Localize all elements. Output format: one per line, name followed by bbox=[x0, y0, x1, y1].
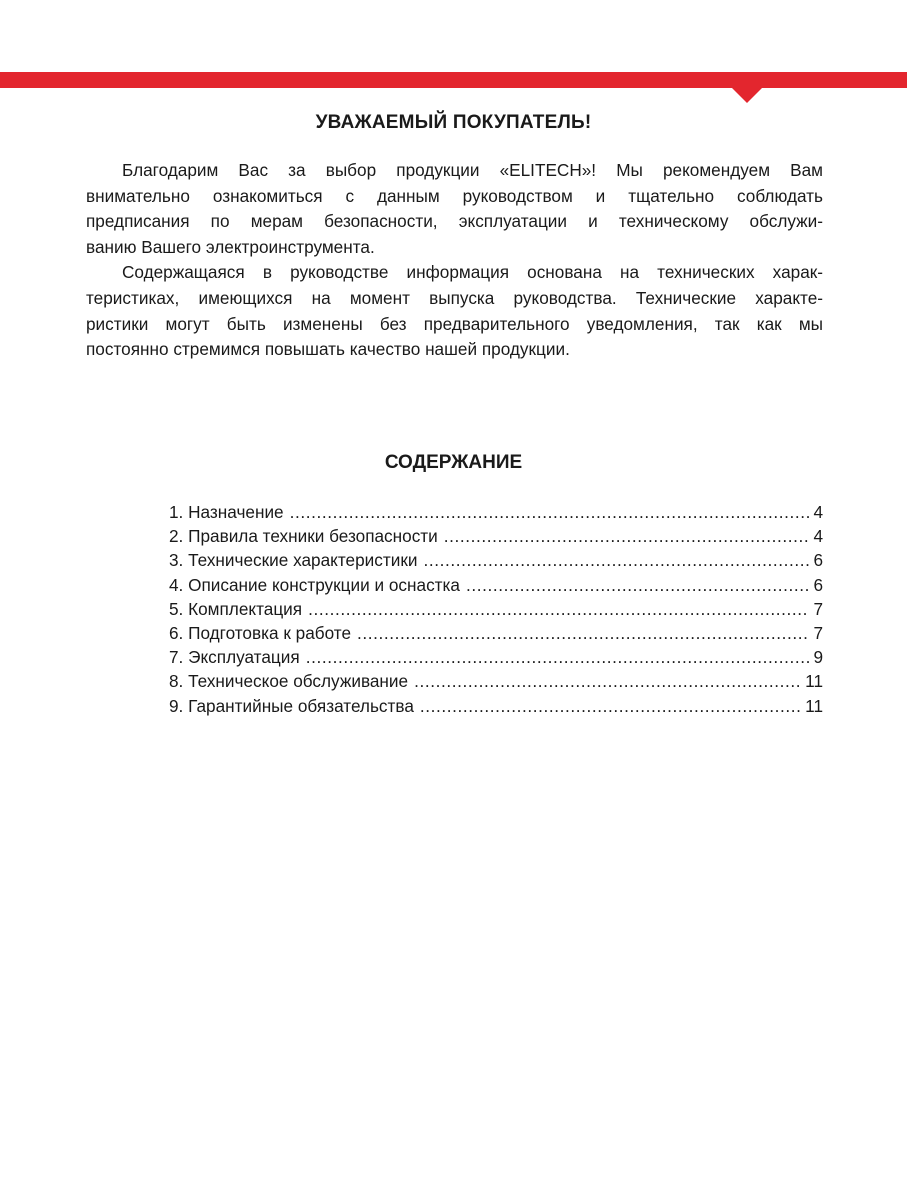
toc-item-label: 8. Техническое обслуживание bbox=[169, 671, 409, 692]
toc-item-label: 3. Технические характеристики bbox=[169, 550, 418, 571]
toc-leader-dots bbox=[423, 548, 809, 572]
toc-item-page: 11 bbox=[805, 695, 823, 716]
toc-item[interactable] bbox=[169, 645, 823, 669]
toc-item[interactable] bbox=[169, 500, 823, 524]
intro-p1-line: Благодарим Вас за выбор продукции «ELITECH»! Мы рекомендуем Вам bbox=[122, 160, 823, 180]
intro-p2-line: ристики могут быть изменены без предварительного уведомления, так как мы bbox=[86, 313, 823, 334]
intro-p1-line: предписания по мерам безопасности, эксплуатации и техническому обслужи- bbox=[86, 211, 823, 232]
toc-item-label: 2. Правила техники безопасности bbox=[169, 526, 438, 547]
toc-item[interactable] bbox=[169, 669, 823, 693]
toc-item[interactable] bbox=[169, 548, 823, 572]
header-red-notch bbox=[730, 86, 764, 103]
toc-leader-dots bbox=[306, 645, 809, 669]
toc-item-page: 4 bbox=[813, 502, 823, 522]
table-of-contents bbox=[169, 500, 823, 718]
toc-item-page: 6 bbox=[813, 550, 823, 571]
toc-leader-dots bbox=[466, 573, 809, 597]
toc-item[interactable] bbox=[169, 694, 823, 718]
toc-leader-dots bbox=[308, 597, 809, 621]
toc-item-page: 6 bbox=[813, 574, 823, 595]
greeting-title: УВАЖАЕМЫЙ ПОКУПАТЕЛЬ! bbox=[315, 112, 592, 133]
toc-leader-dots bbox=[414, 669, 801, 693]
toc-item-page: 4 bbox=[813, 526, 823, 547]
toc-item[interactable] bbox=[169, 524, 823, 548]
intro-text bbox=[86, 158, 823, 363]
intro-p2-line: постоянно стремимся повышать качество нашей продукции. bbox=[86, 339, 570, 360]
toc-title: СОДЕРЖАНИЕ bbox=[384, 452, 523, 473]
toc-item[interactable] bbox=[169, 597, 823, 621]
intro-p2-line: Содержащаяся в руководстве информация основана на технических харак- bbox=[122, 262, 823, 283]
toc-item-label: 1. Назначение bbox=[169, 502, 284, 522]
toc-item-label: 4. Описание конструкции и оснастка bbox=[169, 574, 460, 595]
toc-item[interactable] bbox=[169, 621, 823, 645]
toc-item-label: 7. Эксплуатация bbox=[169, 647, 300, 668]
toc-leader-dots bbox=[357, 621, 809, 645]
toc-item-page: 7 bbox=[813, 598, 823, 619]
toc-item-page: 11 bbox=[805, 671, 823, 692]
header-red-band bbox=[0, 72, 907, 88]
intro-p1-line: внимательно ознакомиться с данным руководством и тщательно соблюдать bbox=[86, 185, 823, 206]
toc-item-label: 9. Гарантийные обязательства bbox=[169, 695, 414, 716]
toc-item-label: 5. Комплектация bbox=[169, 598, 303, 619]
toc-item-page: 7 bbox=[813, 622, 823, 643]
intro-p2-line: теристиках, имеющихся на момент выпуска руководства. Технические характе- bbox=[86, 287, 823, 308]
toc-item[interactable] bbox=[169, 573, 823, 597]
toc-leader-dots bbox=[444, 524, 809, 548]
toc-leader-dots bbox=[290, 500, 809, 524]
toc-item-page: 9 bbox=[813, 647, 823, 668]
toc-leader-dots bbox=[420, 694, 801, 718]
toc-item-label: 6. Подготовка к работе bbox=[169, 622, 352, 643]
intro-p1-line: ванию Вашего электроинструмента. bbox=[86, 236, 375, 257]
